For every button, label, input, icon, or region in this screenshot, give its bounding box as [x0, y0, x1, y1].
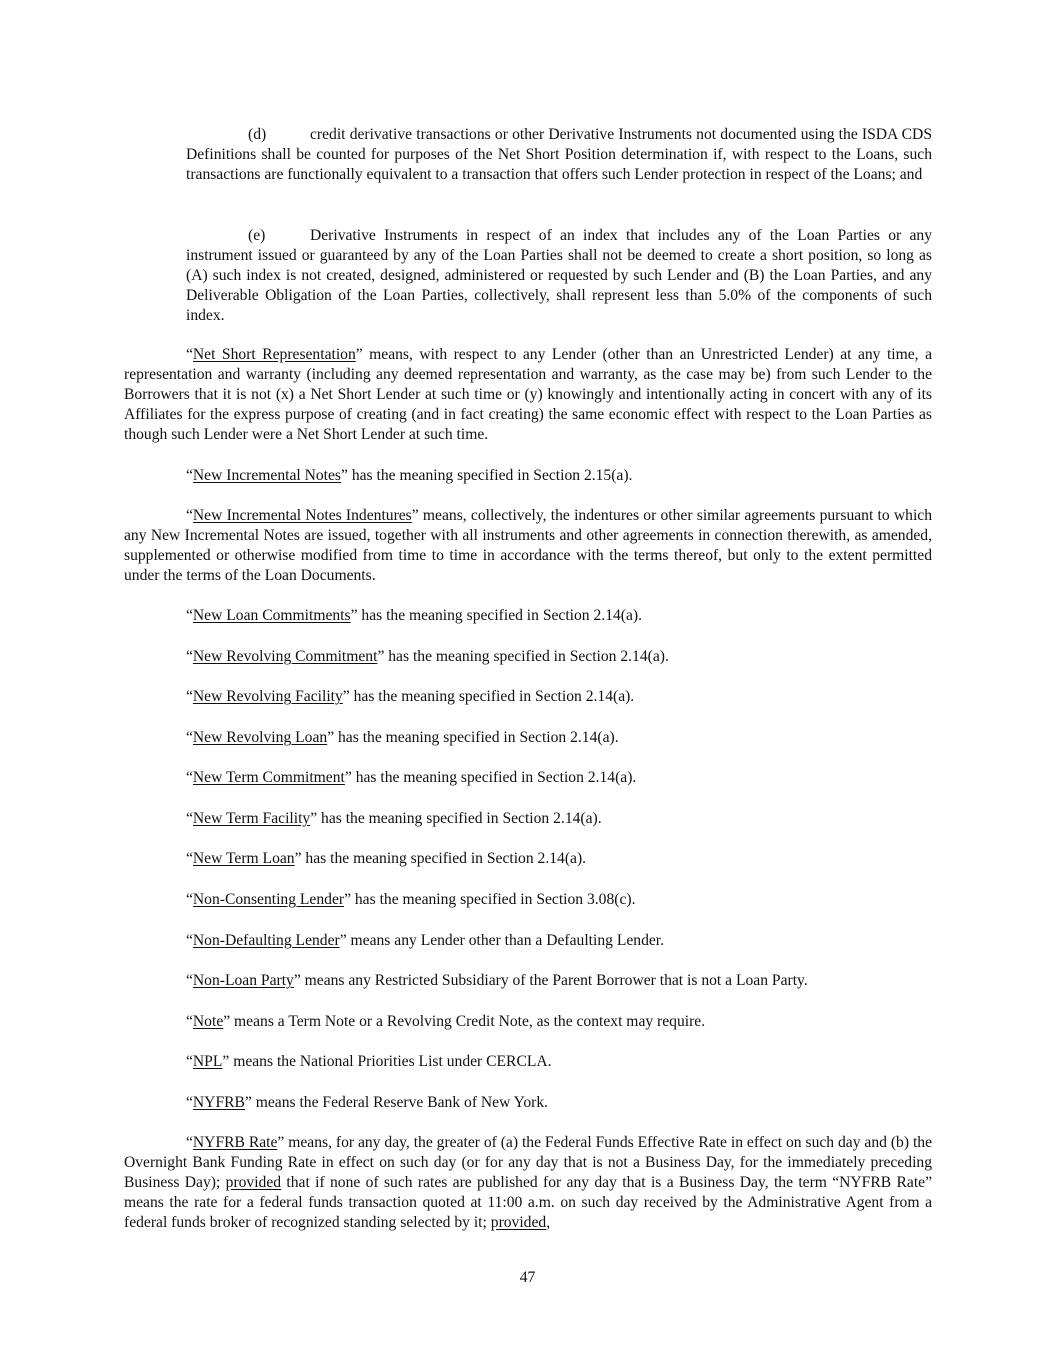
definition: “NYFRB” means the Federal Reserve Bank of New York. — [186, 1094, 549, 1111]
definition: “New Revolving Facility” has the meaning specified in Section 2.14(a). — [186, 688, 635, 705]
definition: “New Incremental Notes Indentures” means, collectively, the indentures or other similar agreements pursuant to which any New Incremental Notes are issued, together with all instruments and other agreements in connection therewith, as amended, supplemented or otherwise modified from time to time in accordance with the terms thereof, but only to the extent permitted under the terms of the Loan Documents. — [124, 507, 933, 584]
definition-text: has the meaning specified in Section 2.14(a). — [349, 688, 635, 705]
item-text: credit derivative transactions or other Derivative Instruments not documented using the ISDA CDS Definitions shall be counted for purposes of the Net Short Position determination if, with respect to the Loans, such transactions are functionally equivalent to a transaction that offers such Lender protection in respect of the Loans; and — [186, 126, 932, 183]
defined-term: NPL — [192, 1053, 223, 1070]
definition-text: means the Federal Reserve Bank of New York. — [251, 1094, 549, 1111]
definition-text: has the meaning specified in Section 2.15(a). — [347, 467, 633, 484]
definition: “New Incremental Notes” has the meaning specified in Section 2.15(a). — [186, 467, 633, 484]
definition: “Non-Defaulting Lender” means any Lender other than a Defaulting Lender. — [186, 932, 665, 949]
defined-term: New Term Commitment — [192, 769, 345, 786]
definition-text-continued: that if none of such rates are published for any day that is a Business Day, the term “NYFRB Rate” means the rate for a federal funds transaction quoted at 11:00 a.m. on such day received by the Administrative Agent from a federal funds broker of recognized standing selected by it; — [124, 1174, 932, 1231]
definition: “NPL” means the National Priorities List under CERCLA. — [186, 1053, 552, 1070]
definition-text: means, with respect to any Lender (other than an Unrestricted Lender) at any time, a representation and warranty (including any deemed representation and warranty, as the case may be) from such Lender to the Borrowers that it is not (x) a Net Short Lender at such time or (y) knowingly and intentionally acting in concert with any of its Affiliates for the express purpose of creating (and in fact creating) the same economic effect with respect to the Loan Parties as though such Lender were a Net Short Lender at such time. — [124, 346, 932, 443]
definition: “Non-Consenting Lender” has the meaning specified in Section 3.08(c). — [186, 891, 636, 908]
provided-term: provided — [490, 1214, 547, 1231]
item-label: (d) — [248, 126, 267, 143]
defined-term: NYFRB — [192, 1094, 245, 1111]
defined-term: Note — [192, 1013, 224, 1030]
defined-term: Non-Loan Party — [192, 972, 294, 989]
definition-text: means a Term Note or a Revolving Credit Note, as the context may require. — [230, 1013, 706, 1030]
definition: “New Term Facility” has the meaning specified in Section 2.14(a). — [186, 810, 602, 827]
definition-text: means any Restricted Subsidiary of the Parent Borrower that is not a Loan Party. — [300, 972, 808, 989]
defined-term: New Loan Commitments — [192, 607, 351, 624]
definition-text: means, for any day, the greater of (a) the Federal Funds Effective Rate in effect on such day and (b) the Overnight Bank Funding Rate in effect on such day (or for any day that is not a Business Day, for the immediately preceding Business Day); — [124, 1134, 932, 1191]
definition-text: means, collectively, the indentures or other similar agreements pursuant to which any New Incremental Notes are issued, together with all instruments and other agreements in connection therewith, as amended, supplemented or otherwise modified from time to time in accordance with the terms thereof, but only to the extent permitted under the terms of the Loan Documents. — [124, 507, 933, 584]
definition: “New Revolving Loan” has the meaning specified in Section 2.14(a). — [186, 729, 619, 746]
definition: “New Term Commitment” has the meaning specified in Section 2.14(a). — [186, 769, 637, 786]
definition-text: has the meaning specified in Section 2.14(a). — [357, 607, 643, 624]
definition-text: has the meaning specified in Section 2.14(a). — [301, 850, 587, 867]
defined-term: New Term Facility — [192, 810, 311, 827]
definition-text: has the meaning specified in Section 2.14(a). — [334, 729, 619, 746]
definition-text-end: , — [546, 1214, 551, 1231]
defined-term: NYFRB Rate — [192, 1134, 278, 1151]
list-item-d — [186, 125, 932, 185]
item-text: Derivative Instruments in respect of an index that includes any of the Loan Parties or any instrument issued or guaranteed by any of the Loan Parties shall not be deemed to create a short position, so long as (A) such index is not created, designed, administered or requested by such Lender and (B) the Loan Parties, and any Deliverable Obligation of the Loan Parties, collectively, shall represent less than 5.0% of the components of such index. — [186, 227, 932, 324]
page-number: 47 — [519, 1269, 536, 1286]
defined-term: New Revolving Commitment — [192, 648, 378, 665]
list-item-e — [186, 226, 932, 326]
defined-term: Non-Defaulting Lender — [192, 932, 340, 949]
defined-term: New Revolving Loan — [192, 729, 328, 746]
definition: “New Revolving Commitment” has the meaning specified in Section 2.14(a). — [186, 648, 669, 665]
provided-term: provided — [225, 1174, 282, 1191]
defined-term: Non-Consenting Lender — [192, 891, 345, 908]
definition: “New Term Loan” has the meaning specified in Section 2.14(a). — [186, 850, 587, 867]
defined-term: New Revolving Facility — [192, 688, 343, 705]
definition-text: means any Lender other than a Defaulting Lender. — [346, 932, 665, 949]
definition-text: has the meaning specified in Section 2.14(a). — [351, 769, 637, 786]
defined-term: New Incremental Notes Indentures — [192, 507, 412, 524]
definition-text: has the meaning specified in Section 2.14(a). — [384, 648, 669, 665]
definition-text: means the National Priorities List under CERCLA. — [229, 1053, 552, 1070]
definition: “Note” means a Term Note or a Revolving Credit Note, as the context may require. — [186, 1013, 706, 1030]
definition: “Non-Loan Party” means any Restricted Subsidiary of the Parent Borrower that is not a Loan Party. — [186, 972, 808, 989]
defined-term: Net Short Representation — [192, 346, 356, 363]
definition: “NYFRB Rate” means, for any day, the greater of (a) the Federal Funds Effective Rate in effect on such day and (b) the Overnight Bank Funding Rate in effect on such day (or for any day that is not a Business Day, for the immediately preceding Business Day); provided that if none of such rates are published for any day that is a Business Day, the term “NYFRB Rate” means the rate for a federal funds transaction quoted at 11:00 a.m. on such day received by the Administrative Agent from a federal funds broker of recognized standing selected by it; provided, — [124, 1134, 932, 1231]
definition-text: has the meaning specified in Section 3.08(c). — [350, 891, 636, 908]
defined-term: New Term Loan — [192, 850, 295, 867]
definition: “Net Short Representation” means, with respect to any Lender (other than an Unrestricted Lender) at any time, a representation and warranty (including any deemed representation and warranty, as the case may be) from such Lender to the Borrowers that it is not (x) a Net Short Lender at such time or (y) knowingly and intentionally acting in concert with any of its Affiliates for the express purpose of creating (and in fact creating) the same economic effect with respect to the Loan Parties as though such Lender were a Net Short Lender at such time. — [124, 346, 932, 443]
defined-term: New Incremental Notes — [192, 467, 342, 484]
definition: “New Loan Commitments” has the meaning specified in Section 2.14(a). — [186, 607, 643, 624]
item-label: (e) — [248, 227, 266, 244]
definition-text: has the meaning specified in Section 2.14(a). — [317, 810, 602, 827]
